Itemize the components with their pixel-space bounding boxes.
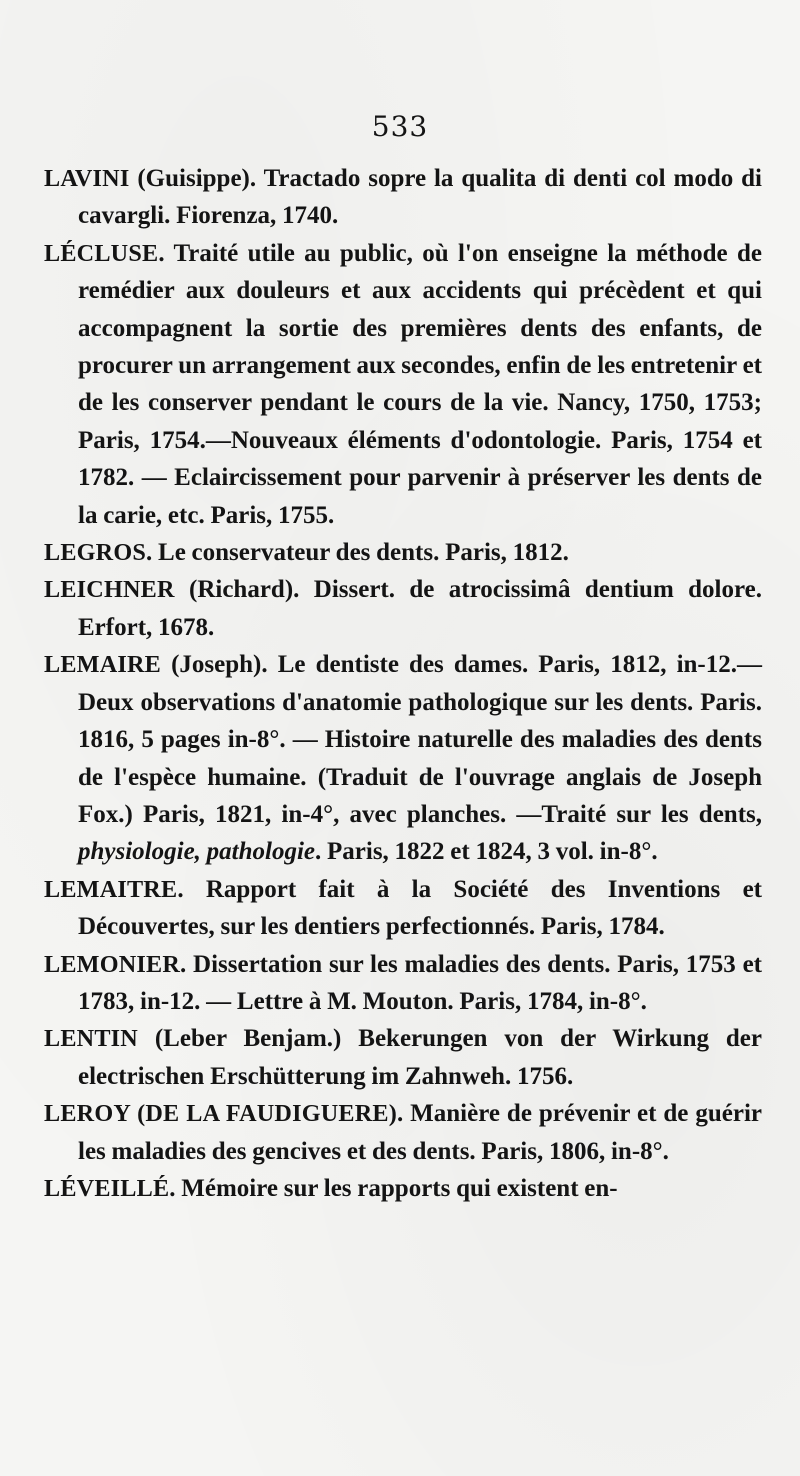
bibliography-entry-lentin (44, 1020, 762, 1095)
entry-author: LÉVEILLÉ (44, 1174, 170, 1202)
entry-text: (Richard). Dissert. de atrocissimâ dentium dolore. Erfort, 1678. (78, 576, 762, 641)
bibliography-entry-lemaitre (44, 871, 762, 946)
bibliography-entry-leroy (44, 1095, 762, 1170)
entry-author: LÉCLUSE (44, 239, 159, 267)
bibliography-entry-lavini (44, 160, 762, 235)
bibliography-entry-leichner (44, 571, 762, 646)
entry-text: . Manière de prévenir et de guérir les maladies des gencives et des dents. Paris, 1806, in-8°. (78, 1100, 762, 1165)
entry-author: LEMONIER (44, 950, 180, 978)
entry-author: LEROY (DE LA FAUDIGUERE) (44, 1100, 397, 1128)
entry-text-continued: . Paris, 1822 et 1824, 3 vol. in-8°. (315, 838, 658, 866)
entry-author: LEMAIRE (44, 651, 161, 679)
bibliography-entry-lemaire (44, 646, 762, 870)
entry-text: (Guisippe). Tractado sopre la qualita di denti col modo di cavargli. Fiorenza, 1740. (78, 165, 762, 230)
bibliography-list (44, 160, 762, 1207)
entry-author: LENTIN (44, 1025, 138, 1053)
entry-author: LEMAITRE (44, 875, 178, 903)
entry-text: . Rapport fait à la Société des Inventions et Découvertes, sur les dentiers perfectionnés. Paris, 1784. (78, 875, 762, 941)
bibliography-entry-lemonier (44, 946, 762, 1021)
entry-text: (Leber Benjam.) Bekerungen von der Wirkung der electrischen Erschütterung im Zahnweh. 1756. (78, 1025, 762, 1090)
entry-text: . Dissertation sur les maladies des dents. Paris, 1753 et 1783, in-12. — Lettre à M. Mouton. Paris, 1784, in-8°. (78, 950, 762, 1015)
bibliography-entry-legros (44, 534, 762, 571)
entry-italic-title: physiologie, pathologie (78, 838, 315, 866)
entry-text: . Traité utile au public, où l'on enseigne la méthode de remédier aux douleurs et aux accidents qui précèdent et qui accompagnent la sortie des premières dents des enfants, de procurer un arrangement aux secondes, enfin de les entretenir et de les conserver pendant le cours de la vie. Nancy, 1750, 1753; Paris, 1754.—Nouveaux éléments d'odontologie. Paris, 1754 et 1782. — Eclaircissement pour parvenir à préserver les dents de la carie, etc. Paris, 1755. (78, 239, 762, 529)
entry-author: LAVINI (44, 165, 130, 192)
bibliography-entry-leveille (44, 1170, 762, 1207)
entry-text: . Le conservateur des dents. Paris, 1812. (146, 539, 569, 567)
bibliography-entry-lecluse (44, 235, 762, 534)
page-number: 533 (371, 110, 429, 143)
entry-author: LEGROS (44, 539, 147, 567)
entry-author: LEICHNER (44, 576, 175, 604)
entry-text: (Joseph). Le dentiste des dames. Paris, 1812, in-12.—Deux observations d'anatomie pathologique sur les dents. Paris. 1816, 5 pages in-8°. — Histoire naturelle des maladies des dents de l'espèce humaine. (Traduit de l'ouvrage anglais de Joseph Fox.) Paris, 1821, in-4°, avec planches. —Traité sur les dents, (78, 651, 762, 828)
entry-text: . Mémoire sur les rapports qui existent en- (169, 1174, 618, 1202)
